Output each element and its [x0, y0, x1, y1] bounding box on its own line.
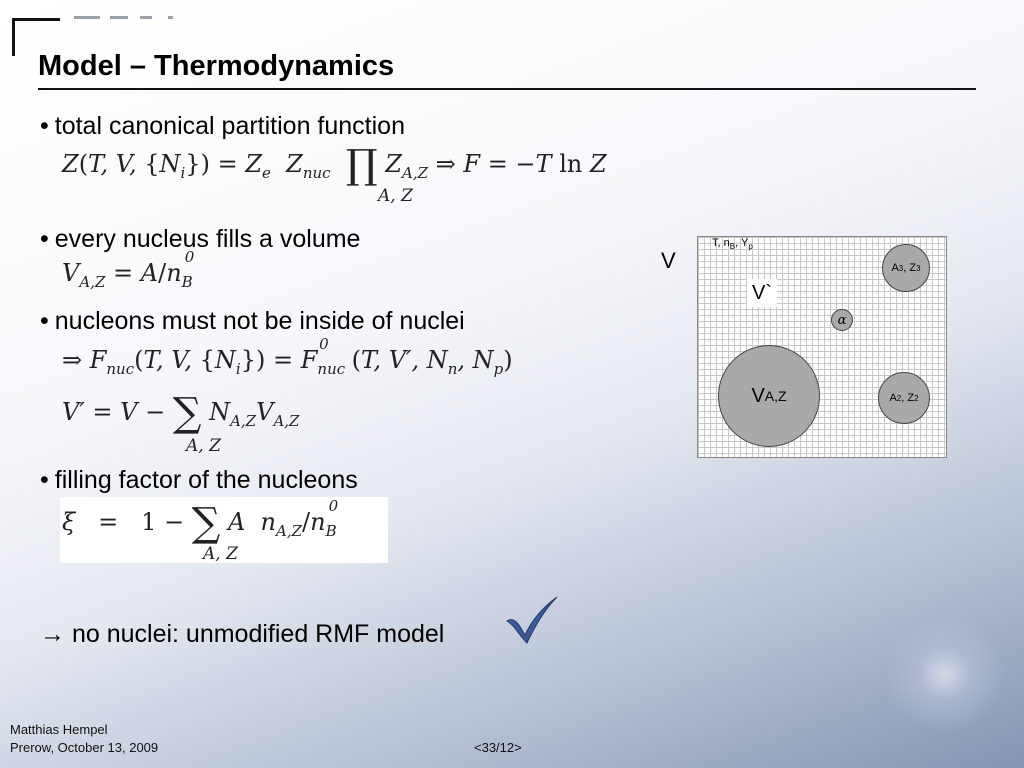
- sum-index: A, Z: [203, 544, 238, 564]
- equation-volume: $V_{A,Z} = A/n_B^0$: [62, 248, 195, 291]
- bullet-text: every nucleus fills a volume: [54, 225, 361, 253]
- nucleus-a3-z3: A 3 , Z 3: [882, 244, 930, 292]
- title-rule: [38, 88, 976, 90]
- bullet-text: total canonical partition function: [54, 112, 405, 140]
- product-index: A, Z: [378, 186, 413, 206]
- arrow-icon: →: [40, 620, 65, 648]
- dash-decoration: [110, 16, 128, 19]
- nucleus-large: V A,Z: [718, 345, 820, 447]
- bullet-text: filling factor of the nucleons: [54, 466, 358, 494]
- diagram-conditions-label: T, $n_B$, $Y_p$: [712, 237, 753, 252]
- corner-decoration: [12, 18, 15, 56]
- equation-xi: ξ = 1 − ∑ A $n_{A,Z}/n_B^0$: [62, 497, 339, 546]
- sum-index: A, Z: [186, 436, 221, 456]
- bullet-text: no nuclei: unmodified RMF model: [71, 620, 445, 648]
- bullet-partition-function: • total canonical partition function: [40, 112, 405, 140]
- bullet-nucleus-volume: • every nucleus fills a volume: [40, 225, 361, 253]
- bullet-text: nucleons must not be inside of nuclei: [54, 307, 465, 335]
- alpha-particle: α: [831, 309, 853, 331]
- vprime-label: V`: [747, 279, 777, 307]
- bullet-no-nuclei: [40, 620, 444, 649]
- dash-decoration: [168, 16, 173, 19]
- footer-page-number: <33/12>: [474, 740, 522, 755]
- bullet-filling-factor: • filling factor of the nucleons: [40, 466, 358, 494]
- nucleus-a2-z2: A 2 , Z 2: [878, 372, 930, 424]
- equation-vprime: V′ = V − ∑ $N_{A,Z}V_{A,Z}$: [62, 390, 300, 436]
- background-nebula: [880, 620, 1010, 730]
- dash-decoration: [140, 16, 152, 19]
- volume-diagram: [697, 236, 947, 458]
- footer-author: Matthias Hempel: [10, 722, 108, 737]
- checkmark-icon: [505, 595, 559, 645]
- equation-partition: Z(T, V, $\{N_i\}) = Z_e$ $Z_{nuc}$ ∏ $Z_{A,Z}$ ⇒ F = −T ln Z: [62, 142, 607, 188]
- corner-decoration-top: [12, 18, 60, 21]
- equation-free-energy: ⇒ $F_{nuc}(T$, V, $\{N_i\}) = F_{nuc}^0$ (T, V′, $N_n$, $N_p$): [62, 335, 513, 378]
- footer-place-date: Prerow, October 13, 2009: [10, 740, 159, 755]
- slide-title: Model – Thermodynamics: [38, 50, 395, 82]
- diagram-volume-label: V: [661, 248, 676, 273]
- dash-decoration: [74, 16, 100, 19]
- bullet-nucleons: • nucleons must not be inside of nuclei: [40, 307, 465, 335]
